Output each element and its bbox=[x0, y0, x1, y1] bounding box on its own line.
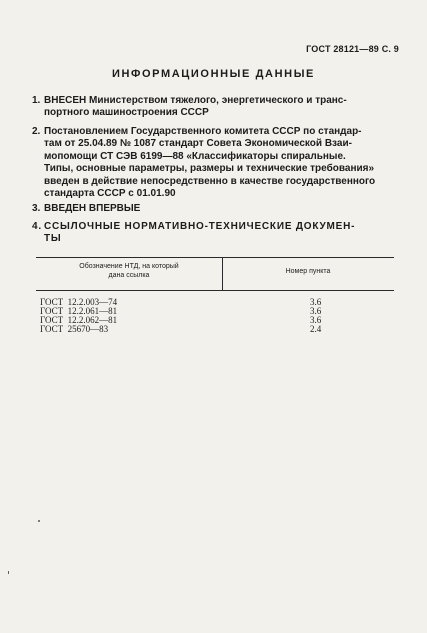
section-1 bbox=[32, 95, 398, 120]
section-3 bbox=[32, 203, 398, 215]
references-table bbox=[36, 257, 394, 333]
row-item-number: 2.4 bbox=[310, 324, 322, 334]
section-2 bbox=[32, 126, 398, 200]
column-header-document: Обозначение НТД, на который дана ссылка bbox=[79, 263, 179, 279]
table-header bbox=[36, 257, 394, 291]
column-header-item: Номер пункта bbox=[285, 268, 331, 275]
row-document: ГОСТ 25670—83 bbox=[40, 324, 109, 334]
section-number: 1. bbox=[32, 95, 41, 106]
page-title: ИНФОРМАЦИОННЫЕ ДАННЫЕ bbox=[111, 68, 315, 80]
document-header-code: ГОСТ 28121—89 С. 9 bbox=[306, 44, 399, 54]
section-text: Постановлением Государственного комитета СССР по стандар- там от 25.04.89 № 1087 стандарт Совета Экономической Взаи- мопомощи СТ СЭВ 6199—88 «Классификаторы спиральные. Типы, основные параметры, размеры и технические требования» введен в действие непосредственно в качестве государственного стандарта СССР с 01.01.90 bbox=[44, 126, 376, 200]
row-item-number: 3.6 bbox=[310, 315, 322, 325]
table-row bbox=[36, 297, 394, 306]
scan-speck bbox=[38, 520, 40, 522]
scan-speck bbox=[8, 571, 9, 574]
section-4 bbox=[32, 221, 398, 246]
table-row bbox=[36, 315, 394, 324]
section-number: 2. bbox=[32, 126, 41, 137]
section-text: ВВЕДЕН ВПЕРВЫЕ bbox=[44, 203, 141, 214]
table-row bbox=[36, 324, 394, 333]
section-text: ССЫЛОЧНЫЕ НОРМАТИВНО-ТЕХНИЧЕСКИЕ ДОКУМЕН- ТЫ bbox=[44, 221, 356, 245]
section-number: 4. bbox=[32, 221, 42, 232]
row-document: ГОСТ 12.2.003—74 bbox=[40, 297, 118, 307]
section-text: ВНЕСЕН Министерством тяжелого, энергетического и транс- портного машиностроения СССР bbox=[44, 95, 347, 119]
row-item-number: 3.6 bbox=[310, 306, 322, 316]
table-body bbox=[36, 297, 394, 333]
row-document: ГОСТ 12.2.061—81 bbox=[40, 306, 118, 316]
section-number: 3. bbox=[32, 203, 41, 214]
row-document: ГОСТ 12.2.062—81 bbox=[40, 315, 118, 325]
table-row bbox=[36, 306, 394, 315]
row-item-number: 3.6 bbox=[310, 297, 322, 307]
